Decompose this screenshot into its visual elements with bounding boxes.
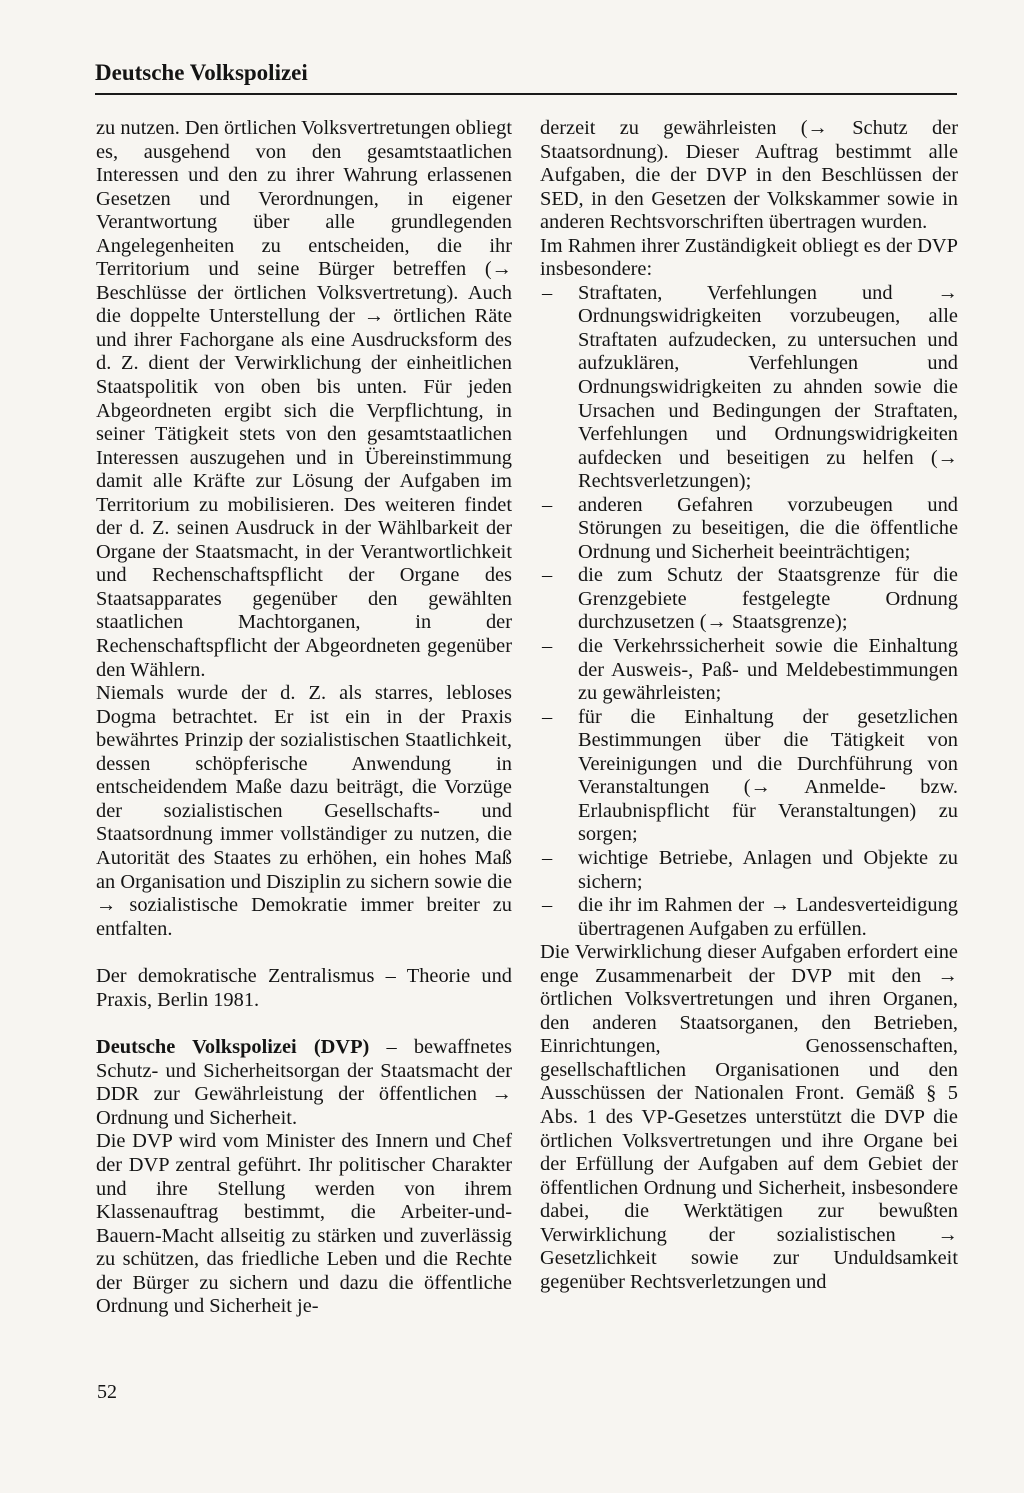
list-item: – Straftaten, Verfehlungen und → Ordnungswidrigkeiten vorzubeugen, alle Straftaten aufzudecken, zu untersuchen und aufzuklären, Verfehlungen und Ordnungswidrigkeiten zu ahnden sowie die Ursachen und Bedingungen der Straftaten, Verfehlungen und Ordnungswidrigkeiten aufdecken und beseitigen zu helfen (→ Rechtsverletzungen); xyxy=(540,282,958,494)
entry-term: Deutsche Volkspolizei (DVP) xyxy=(96,1036,370,1059)
paragraph: zu nutzen. Den örtlichen Volksvertretungen obliegt es, ausgehend von den gesamtstaatlichen Interessen und den zu ihrer Wahrung erlassenen Gesetzen und Verordnungen, in eigener Verantwortung über alle grundlegenden Angelegenheiten zu entscheiden, die ihr Territorium und seine Bürger betreffen (→ Beschlüsse der örtlichen Volksvertretung). Auch die doppelte Unterstellung der → örtlichen Räte und ihrer Fachorgane als eine Ausdrucksform des d. Z. dient der Verwirklichung der einheitlichen Staatspolitik von oben bis unten. Für jeden Abgeordneten ergibt sich die Verpflichtung, in seiner Tätigkeit stets von den gesamtstaatlichen Interessen auszugehen und in Übereinstimmung damit alle Kräfte zur Lösung der Aufgaben im Territorium zu mobilisieren. Des weiteren findet der d. Z. seinen Ausdruck in der Wählbarkeit der Organe der Staatsmacht, in der Verantwortlichkeit und Rechenschaftspflicht der Organe des Staatsapparates gegenüber den gewählten staatlichen Machtorganen, in der Rechenschaftspflicht der Abgeordneten gegenüber den Wählern. xyxy=(96,117,513,681)
spacer xyxy=(96,941,512,965)
list-intro: Im Rahmen ihrer Zuständigkeit obliegt es der DVP insbesondere: xyxy=(540,234,958,281)
header-rule xyxy=(95,93,957,95)
entry-paragraph xyxy=(96,1036,512,1130)
paragraph: Die DVP wird vom Minister des Innern und Chef der DVP zentral geführt. Ihr politischer Charakter und ihre Stellung werden von ihrem Klassenauftrag bestimmt, die Arbeiter-und-Bauern-Macht allseitig zu stärken und zuverlässig zu schützen, das friedliche Leben und die Rechte der Bürger zu sichern und dazu die öffentliche Ordnung und Sicherheit je- xyxy=(96,1130,512,1318)
right-column xyxy=(540,117,958,1294)
list-item: – anderen Gefahren vorzubeugen und Störungen zu beseitigen, die die öffentliche Ordnung und Sicherheit beeinträchtigen; xyxy=(540,494,958,565)
list-item: – wichtige Betriebe, Anlagen und Objekte zu sichern; xyxy=(540,847,958,894)
list-item: – die zum Schutz der Staatsgrenze für die Grenzgebiete festgelegte Ordnung durchzusetzen (→ Staatsgrenze); xyxy=(540,564,958,635)
list-item: – die Verkehrssicherheit sowie die Einhaltung der Ausweis-, Paß- und Meldebestimmungen zu gewährleisten; xyxy=(540,635,958,706)
entry-definition: – bewaffnetes Schutz- und Sicherheitsorgan der Staatsmacht der DDR zur Gewährleistung der öffentlichen → Ordnung und Sicherheit. xyxy=(96,1036,512,1129)
paragraph: Niemals wurde der d. Z. als starres, lebloses Dogma betrachtet. Er ist ein in der Praxis bewährtes Prinzip der sozialistischen Staatlichkeit, dessen schöpferische Anwendung in entscheidendem Maße dazu beiträgt, die Vorzüge der sozialistischen Gesellschafts- und Staatsordnung immer vollständiger zu nutzen, die Autorität des Staates zu erhöhen, ein hohes Maß an Organisation und Disziplin zu sichern sowie die → sozialistische Demokratie immer breiter zu entfalten. xyxy=(96,682,512,940)
running-head: Deutsche Volkspolizei xyxy=(95,60,308,85)
list-item: – die ihr im Rahmen der → Landesverteidigung übertragenen Aufgaben zu erfüllen. xyxy=(540,894,958,941)
paragraph: Die Verwirklichung dieser Aufgaben erfordert eine enge Zusammenarbeit der DVP mit den → örtlichen Volksvertretungen und ihren Organen, den anderen Staatsorganen, den Betrieben, Einrichtungen, Genossenschaften, gesellschaftlichen Organisationen und den Ausschüssen der Nationalen Front. Gemäß § 5 Abs. 1 des VP-Gesetzes unterstützt die DVP die örtlichen Volksvertretungen und ihre Organe bei der Erfüllung der Aufgaben auf dem Gebiet der öffentlichen Ordnung und Sicherheit, insbesondere dabei, die Werktätigen zur bewußten Verwirklichung der sozialistischen → Gesetzlichkeit sowie zur Unduldsamkeit gegenüber Rechtsverletzungen und xyxy=(540,941,958,1293)
list-item: – für die Einhaltung der gesetzlichen Bestimmungen über die Tätigkeit von Vereinigungen und die Durchführung von Veranstaltungen (→ Anmelde- bzw. Erlaubnispflicht für Veranstaltungen) zu sorgen; xyxy=(540,706,958,847)
page-number: 52 xyxy=(97,1381,117,1403)
left-column xyxy=(96,117,512,1319)
duties-list xyxy=(540,282,958,941)
spacer xyxy=(96,1012,512,1036)
paragraph: derzeit zu gewährleisten (→ Schutz der Staatsordnung). Dieser Auftrag bestimmt alle Aufgaben, die der DVP in den Beschlüssen der SED, in den Gesetzen der Volkskammer sowie in anderen Rechtsvorschriften übertragen wurden. xyxy=(540,117,958,234)
literature-reference: Der demokratische Zentralismus – Theorie und Praxis, Berlin 1981. xyxy=(96,965,512,1011)
